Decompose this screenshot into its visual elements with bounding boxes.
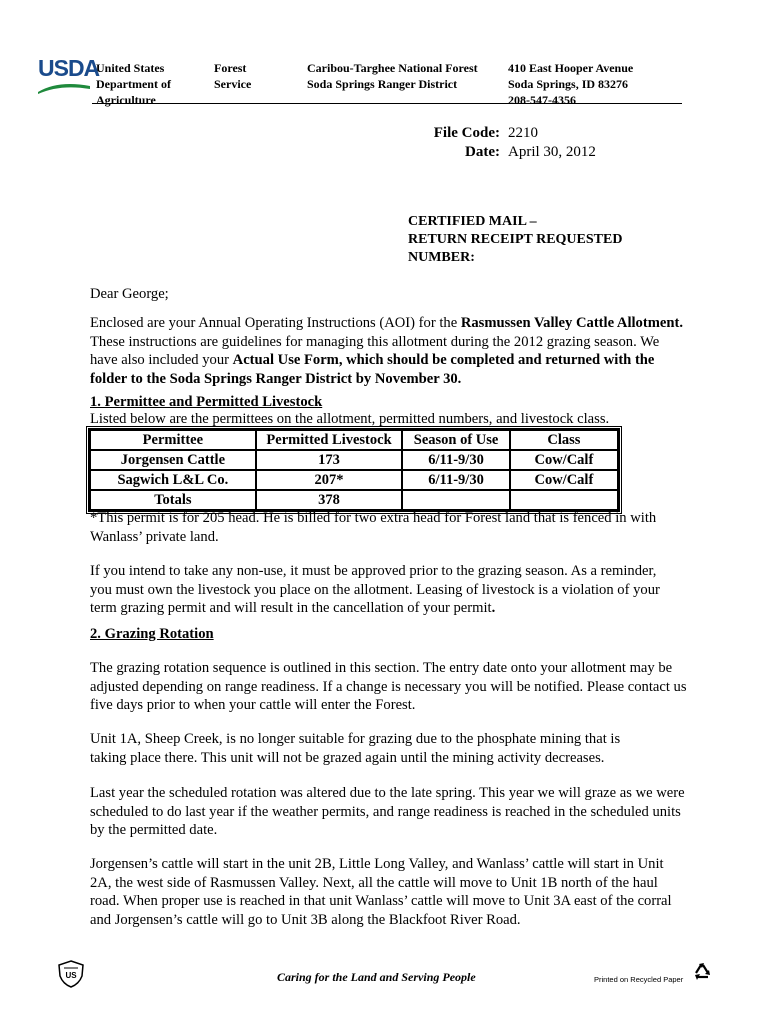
table-header-cell: Permitted Livestock (256, 430, 403, 450)
usda-logo-text: USDA (38, 55, 100, 81)
forest-service-shield-icon (58, 960, 84, 988)
address-block: 410 East Hooper Avenue Soda Springs, ID 83276 208-547-4356 (508, 61, 634, 107)
table-cell: Cow/Calf (510, 470, 618, 490)
recycle-icon (692, 962, 714, 989)
table-cell (510, 490, 618, 510)
forest-service-shield (58, 960, 84, 993)
section-2-title: 2. Grazing Rotation (90, 626, 214, 642)
permittee-table (88, 428, 620, 512)
table-header-cell: Season of Use (402, 430, 509, 450)
table-header-cell: Permittee (90, 430, 256, 450)
table-row (90, 450, 618, 470)
table-cell: 173 (256, 450, 403, 470)
permit-footnote: *This permit is for 205 head. He is billed for two extra head for Forest land that is fenced in with Wanlass’ private land. (90, 510, 657, 545)
table-cell: 207* (256, 470, 403, 490)
table-header-row (90, 430, 618, 450)
usda-swoosh-icon (38, 82, 90, 94)
table-cell: Sagwich L&L Co. (90, 470, 256, 490)
table-row (90, 490, 618, 510)
table-cell: 378 (256, 490, 403, 510)
office-block: Caribou-Targhee National Forest Soda Springs Ranger District (307, 61, 478, 91)
recycled-paper-note: Printed on Recycled Paper (594, 975, 684, 984)
header-divider (92, 103, 682, 104)
table-cell: 6/11-9/30 (402, 470, 509, 490)
date-label: Date: (465, 144, 500, 160)
nonuse-paragraph: If you intend to take any non-use, it must be approved prior to the grazing season. As a reminder, you must own the livestock you place on the allotment. Leasing of livestock is a violation of your term grazing permit and will result in the cancellation of your permit. (90, 563, 660, 616)
table-cell: Cow/Calf (510, 450, 618, 470)
recycle-symbol-icon (692, 962, 714, 984)
table-row (90, 470, 618, 490)
agency-block: United States Department of Agriculture (96, 61, 171, 107)
rotation-paragraph-3: Last year the scheduled rotation was altered due to the late spring. This year we will graze as we were scheduled to do last year if the weather permits, and range readiness is reached in the scheduled units by the permitted date. (90, 785, 685, 838)
table-header-cell: Class (510, 430, 618, 450)
usda-logo (38, 55, 100, 91)
footer-tagline: Caring for the Land and Serving People (277, 970, 476, 984)
date-value: April 30, 2012 (508, 144, 596, 160)
shield-label: US (65, 971, 77, 980)
rotation-paragraph-4: Jorgensen’s cattle will start in the unit 2B, Little Long Valley, and Wanlass’ cattle will start in Unit 2A, the west side of Rasmussen Valley. Next, all the cattle will move to Unit 1B north of the haul road. When proper use is reached in that unit Wanlass’ cattle will move to Unit 3A east of the corral and Jorgensen’s cattle will go to Unit 3B along the Blackfoot River Road. (90, 856, 672, 928)
certified-mail-block: CERTIFIED MAIL – RETURN RECEIPT REQUESTED NUMBER: (408, 214, 623, 265)
table-cell (402, 490, 509, 510)
section-1-title: 1. Permittee and Permitted Livestock (90, 394, 323, 410)
table-cell: 6/11-9/30 (402, 450, 509, 470)
table-cell: Jorgensen Cattle (90, 450, 256, 470)
file-code-label: File Code: (433, 125, 500, 141)
section-1-lead: Listed below are the permittees on the allotment, permitted numbers, and livestock class. (90, 411, 610, 427)
service-block: Forest Service (214, 61, 252, 91)
file-code-value: 2210 (508, 125, 538, 141)
salutation: Dear George; (90, 286, 169, 302)
table-cell: Totals (90, 490, 256, 510)
rotation-paragraph-1: The grazing rotation sequence is outlined in this section. The entry date onto your allotment may be adjusted depending on range readiness. If a change is necessary you will be notified. Please contact us five days prior to when your cattle will enter the Forest. (90, 660, 687, 713)
intro-paragraph: Enclosed are your Annual Operating Instructions (AOI) for the Rasmussen Valley Cattle Allotment. These instructions are guidelines for managing this allotment during the 2012 grazing season. We have also included your Actual Use Form, which should be completed and returned with the folder to the Soda Springs Ranger District by November 30. (90, 315, 683, 387)
rotation-paragraph-2: Unit 1A, Sheep Creek, is no longer suitable for grazing due to the phosphate mining that is taking place there. This unit will not be grazed again until the mining activity decreases. (90, 731, 621, 766)
